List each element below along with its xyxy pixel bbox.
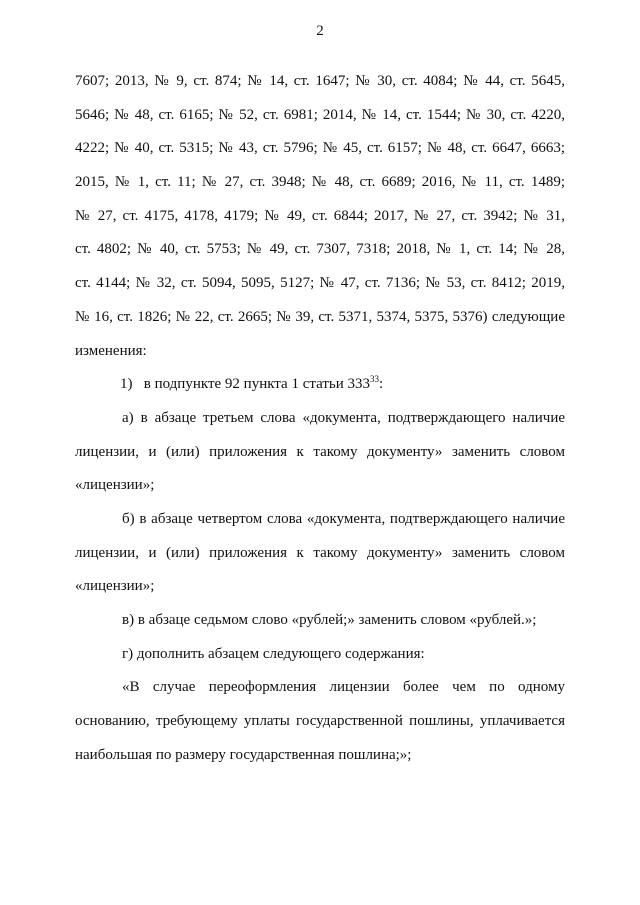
subitem-a-line: «лицензии»; bbox=[75, 477, 155, 494]
subitem-g-line: г) дополнить абзацем следующего содержания: bbox=[122, 645, 425, 662]
citation-line: № 16, ст. 1826; № 22, ст. 2665; № 39, ст. 5371, 5374, 5375, 5376) следующие bbox=[75, 308, 565, 325]
citation-line: 2015, № 1, ст. 11; № 27, ст. 3948; № 48, ст. 6689; 2016, № 11, ст. 1489; bbox=[75, 174, 565, 191]
list-item-1 bbox=[75, 374, 565, 408]
citation-line: 7607; 2013, № 9, ст. 874; № 14, ст. 1647; № 30, ст. 4084; № 44, ст. 5645, bbox=[75, 73, 565, 89]
citation-line: 4222; № 40, ст. 5315; № 43, ст. 5796; № 45, ст. 6157; № 48, ст. 6647, 6663; bbox=[75, 140, 565, 157]
citation-line: 5646; № 48, ст. 6165; № 52, ст. 6981; 2014, № 14, ст. 1544; № 30, ст. 4220, bbox=[75, 106, 565, 123]
document-body bbox=[75, 71, 565, 778]
quoted-paragraph-line: наибольшая по размеру государственная пошлина;»; bbox=[75, 746, 412, 763]
subitem-a-line: лицензии, и (или) приложения к такому документу» заменить словом bbox=[75, 443, 565, 460]
list-item-text: в подпункте 92 пункта 1 статьи 333 bbox=[143, 376, 371, 393]
citation-line: ст. 4802; № 40, ст. 5753; № 49, ст. 7307, 7318; 2018, № 1, ст. 14; № 28, bbox=[75, 241, 565, 258]
quoted-paragraph-line: «В случае переоформления лицензии более чем по одному bbox=[122, 679, 565, 696]
list-item-number: 1) bbox=[120, 376, 133, 393]
quoted-paragraph-line: основанию, требующему уплаты государственной пошлины, уплачивается bbox=[75, 713, 565, 730]
list-item-suffix: : bbox=[379, 376, 384, 393]
citation-line: ст. 4144; № 32, ст. 5094, 5095, 5127; № 47, ст. 7136; № 53, ст. 8412; 2019, bbox=[75, 275, 565, 292]
subitem-b-line: лицензии, и (или) приложения к такому документу» заменить словом bbox=[75, 544, 565, 561]
subitem-b-line: б) в абзаце четвертом слова «документа, подтверждающего наличие bbox=[122, 510, 565, 527]
subitem-b-line: «лицензии»; bbox=[75, 578, 155, 595]
subitem-a-line: а) в абзаце третьем слова «документа, подтверждающего наличие bbox=[122, 409, 565, 426]
page-number: 2 bbox=[316, 23, 324, 39]
subitem-v-line: в) в абзаце седьмом слово «рублей;» заменить словом «рублей.»; bbox=[122, 612, 537, 628]
article-superscript: 33 bbox=[370, 374, 380, 385]
citation-line: № 27, ст. 4175, 4178, 4179; № 49, ст. 6844; 2017, № 27, ст. 3942; № 31, bbox=[75, 207, 565, 224]
citation-line: изменения: bbox=[75, 342, 147, 359]
